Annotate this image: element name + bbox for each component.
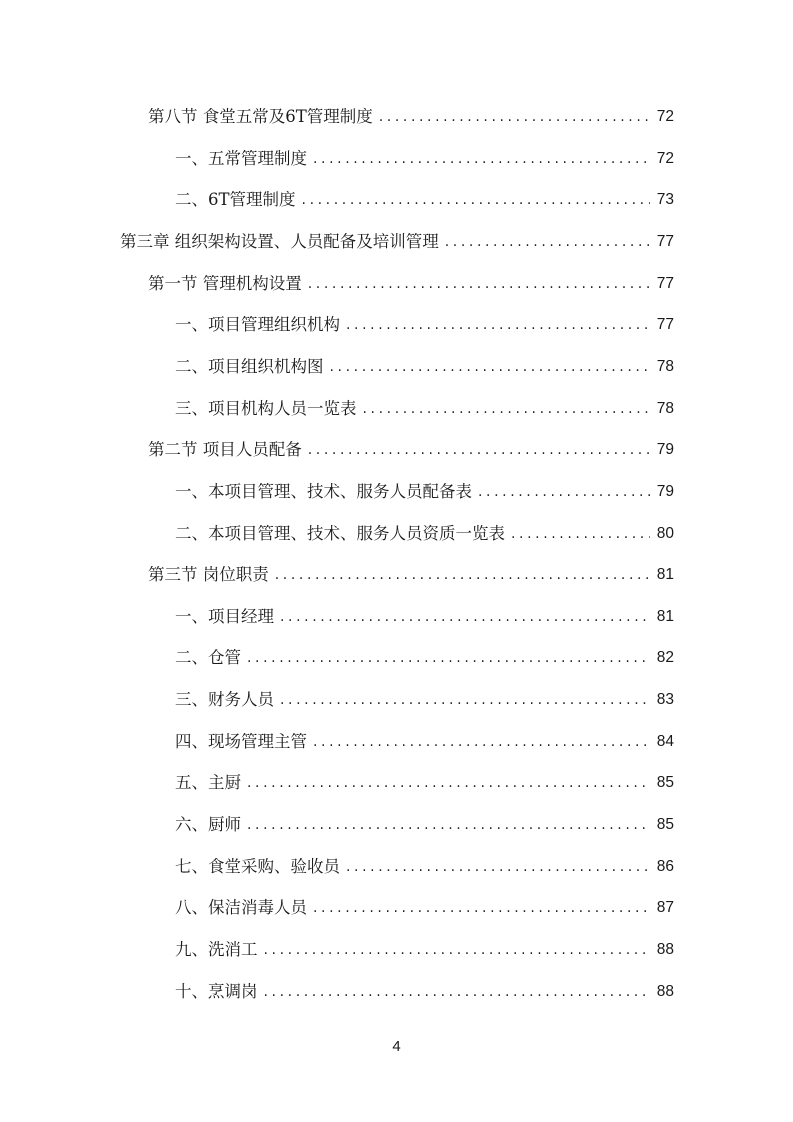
toc-entry-title: 一、项目管理组织机构 <box>175 315 340 335</box>
toc-entry[interactable] <box>148 101 674 127</box>
toc-entry[interactable] <box>175 143 674 169</box>
toc-entry-page: 78 <box>656 399 674 417</box>
page-number: 4 <box>392 1038 401 1055</box>
toc-entry-title: 第八节 食堂五常及6T管理制度 <box>148 107 373 126</box>
toc-dot-leader <box>346 315 650 335</box>
toc-entry[interactable] <box>175 184 674 210</box>
toc-dot-leader <box>264 940 651 960</box>
toc-dot-leader <box>247 648 650 668</box>
toc-entry[interactable] <box>175 518 674 544</box>
toc-dot-leader <box>264 982 651 1002</box>
toc-dot-leader <box>275 565 650 585</box>
toc-dot-leader <box>511 524 650 544</box>
toc-entry-page: 82 <box>656 649 674 667</box>
toc-dot-leader <box>478 482 650 502</box>
toc-entry[interactable] <box>175 809 674 835</box>
toc-entry-title: 一、五常管理制度 <box>175 148 307 168</box>
toc-entry-title: 一、本项目管理、技术、服务人员配备表 <box>175 481 472 501</box>
toc-dot-leader <box>247 773 650 793</box>
toc-entry-title: 二、仓管 <box>175 648 241 668</box>
toc-entry-page: 86 <box>656 857 674 875</box>
toc-entry-page: 87 <box>656 899 674 917</box>
toc-entry-title: 五、主厨 <box>175 773 241 793</box>
toc-dot-leader <box>313 898 650 918</box>
toc-dot-leader <box>379 107 650 127</box>
toc-entry-title: 第三节 岗位职责 <box>148 565 269 585</box>
toc-entry-page: 83 <box>656 691 674 709</box>
toc-entry[interactable] <box>175 642 674 668</box>
toc-entry[interactable] <box>175 976 674 1002</box>
toc-entry[interactable] <box>175 393 674 419</box>
toc-entry[interactable] <box>120 226 674 252</box>
toc-entry-title: 一、项目经理 <box>175 606 274 626</box>
toc-dot-leader <box>346 857 650 877</box>
toc-entry-title: 三、财务人员 <box>175 690 274 710</box>
toc-entry-title: 八、保洁消毒人员 <box>175 898 307 918</box>
toc-entry[interactable] <box>175 351 674 377</box>
toc-entry[interactable] <box>175 892 674 918</box>
toc-entry-page: 72 <box>656 108 674 125</box>
toc-entry-title: 六、厨师 <box>175 815 241 835</box>
toc-entry-title: 七、食堂采购、验收员 <box>175 856 340 876</box>
toc-dot-leader <box>280 690 650 710</box>
toc-entry-page: 72 <box>656 149 674 167</box>
toc-dot-leader <box>330 357 651 377</box>
toc-entry-page: 77 <box>656 316 674 334</box>
toc-dot-leader <box>308 274 650 294</box>
toc-entry-title: 二、6T管理制度 <box>175 190 296 210</box>
toc-entry-page: 88 <box>656 982 674 1000</box>
toc-entry[interactable] <box>148 268 674 294</box>
toc-entry[interactable] <box>175 726 674 752</box>
toc-entry[interactable] <box>175 476 674 502</box>
toc-entry[interactable] <box>175 684 674 710</box>
toc-entry[interactable] <box>175 601 674 627</box>
toc-entry-title: 第二节 项目人员配备 <box>148 440 302 460</box>
toc-dot-leader <box>313 732 650 752</box>
toc-entry-title: 四、现场管理主管 <box>175 731 307 751</box>
toc-entry-page: 85 <box>656 816 674 834</box>
toc-entry-page: 88 <box>656 941 674 958</box>
toc-entry-title: 三、项目机构人员一览表 <box>175 398 357 418</box>
toc-entry-page: 73 <box>656 191 674 209</box>
toc-entry[interactable] <box>175 767 674 793</box>
toc-entry-title: 二、本项目管理、技术、服务人员资质一览表 <box>175 523 505 543</box>
toc-entry[interactable] <box>175 309 674 335</box>
toc-entry-page: 84 <box>656 732 674 750</box>
toc-entry-page: 77 <box>656 274 674 292</box>
toc-dot-leader <box>302 190 650 210</box>
toc-entry-page: 77 <box>656 232 674 250</box>
toc-entry-page: 80 <box>656 524 674 542</box>
toc-entry[interactable] <box>175 851 674 877</box>
toc-dot-leader <box>363 399 651 419</box>
toc-entry-title: 十、烹调岗 <box>175 981 258 1001</box>
toc-entry-page: 81 <box>656 607 674 625</box>
toc-dot-leader <box>445 232 650 252</box>
toc-dot-leader <box>247 815 650 835</box>
toc-dot-leader <box>308 440 650 460</box>
toc-entry-title: 第三章 组织架构设置、人员配备及培训管理 <box>120 231 439 251</box>
toc-entry-page: 79 <box>656 441 674 459</box>
toc-dot-leader <box>280 607 650 627</box>
toc-entry[interactable] <box>175 934 674 960</box>
toc-entry-title: 九、洗消工 <box>175 940 258 959</box>
toc-entry-page: 78 <box>656 357 674 375</box>
toc-entry[interactable] <box>148 559 674 585</box>
toc-entry-page: 85 <box>656 774 674 792</box>
toc-entry-page: 79 <box>656 482 674 500</box>
toc-entry[interactable] <box>148 434 674 460</box>
toc-entry-page: 81 <box>656 566 674 584</box>
toc-dot-leader <box>313 149 650 169</box>
toc-entry-title: 二、项目组织机构图 <box>175 356 324 376</box>
toc-entry-title: 第一节 管理机构设置 <box>148 273 302 293</box>
